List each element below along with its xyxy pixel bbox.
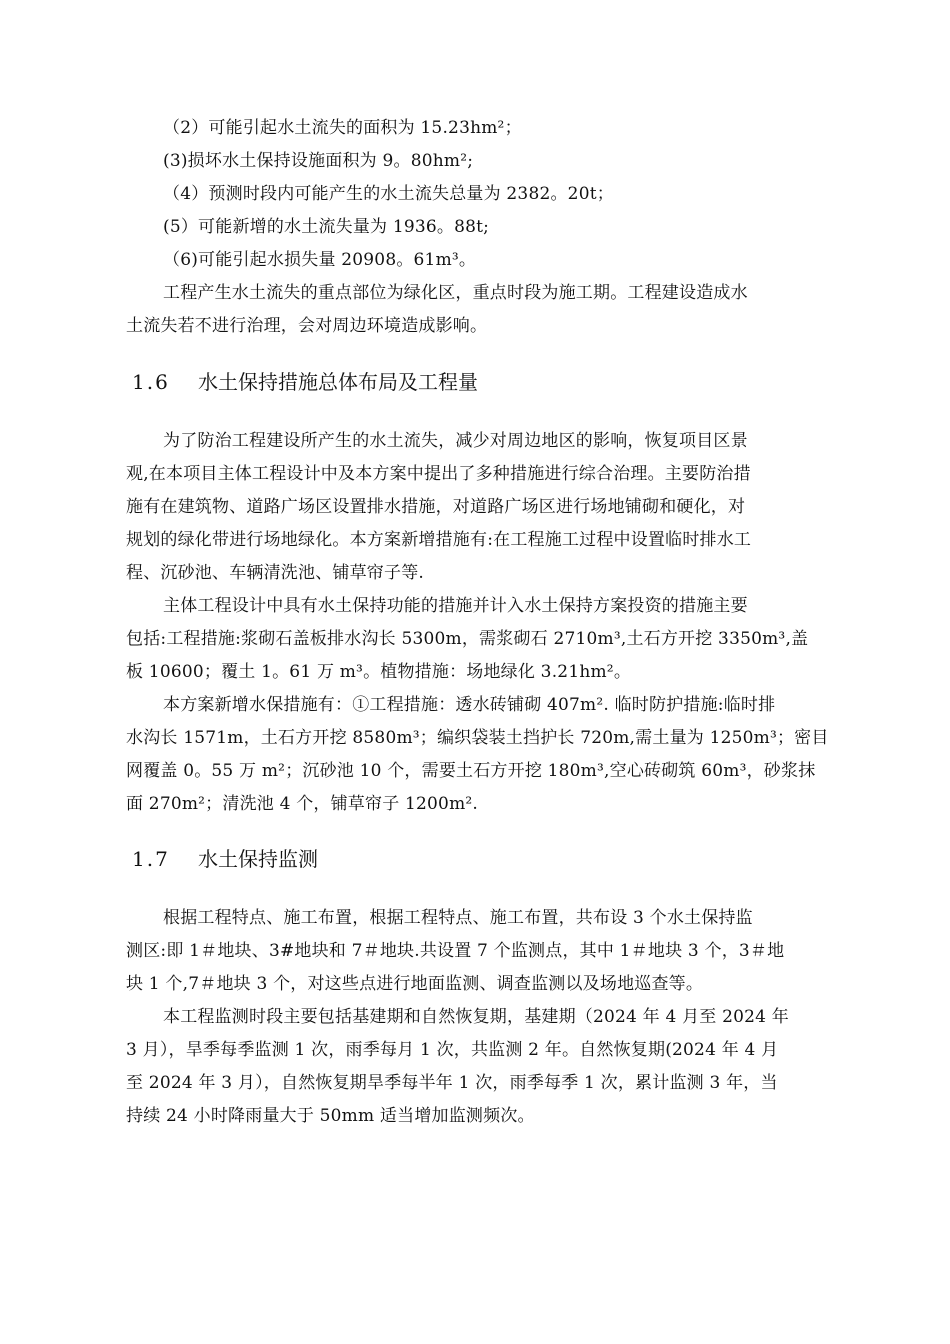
list-item-2: （2）可能引起水土流失的面积为 15.23hm²； <box>163 118 522 138</box>
section-title: 水土保持措施总体布局及工程量 <box>198 370 478 394</box>
paragraph-line: 网覆盖 0。55 万 m²；沉砂池 10 个，需要土石方开挖 180m³,空心砖砌筑 60m³，砂浆抹 <box>126 761 816 781</box>
section-number: 1.6 <box>132 370 170 394</box>
paragraph-line: 为了防治工程建设所产生的水土流失，减少对周边地区的影响，恢复项目区景 <box>163 431 748 451</box>
paragraph-line: 程、沉砂池、车辆清洗池、铺草帘子等. <box>126 563 425 583</box>
paragraph-line: 本工程监测时段主要包括基建期和自然恢复期，基建期（2024 年 4 月至 2024 年 <box>163 1007 789 1027</box>
section-heading-1-6 <box>132 369 478 395</box>
list-item-4: （4）预测时段内可能产生的水土流失总量为 2382。20t； <box>163 184 614 204</box>
paragraph-line: 根据工程特点、施工布置，根据工程特点、施工布置，共布设 3 个水土保持监 <box>163 908 753 928</box>
section-number: 1.7 <box>132 847 170 871</box>
paragraph-line: 测区:即 1＃地块、3#地块和 7＃地块.共设置 7 个监测点，其中 1＃地块 3 个，3＃地 <box>126 941 785 961</box>
paragraph-line: 施有在建筑物、道路广场区设置排水措施，对道路广场区进行场地铺砌和硬化，对 <box>126 497 746 517</box>
paragraph-line: 面 270m²；清洗池 4 个，铺草帘子 1200m². <box>126 794 479 814</box>
paragraph-line: 工程产生水土流失的重点部位为绿化区，重点时段为施工期。工程建设造成水 <box>163 283 748 303</box>
paragraph-line: 观,在本项目主体工程设计中及本方案中提出了多种措施进行综合治理。主要防治措 <box>126 464 751 484</box>
section-heading-1-7 <box>132 846 318 872</box>
paragraph-line: 土流失若不进行治理，会对周边环境造成影响。 <box>126 316 488 336</box>
section-title: 水土保持监测 <box>198 847 318 871</box>
paragraph-line: 规划的绿化带进行场地绿化。本方案新增措施有:在工程施工过程中设置临时排水工 <box>126 530 752 550</box>
list-item-6: （6)可能引起水损失量 20908。61m³。 <box>163 250 477 270</box>
list-item-3: (3)损坏水土保持设施面积为 9。80hm²; <box>163 151 474 171</box>
paragraph-line: 本方案新增水保措施有：①工程措施：透水砖铺砌 407m². 临时防护措施:临时排 <box>163 695 776 715</box>
paragraph-line: 水沟长 1571m，土石方开挖 8580m³；编织袋装土挡护长 720m,需土量为 1250m³；密目 <box>126 728 829 748</box>
paragraph-line: 至 2024 年 3 月），自然恢复期旱季每半年 1 次，雨季每季 1 次，累计监测 3 年，当 <box>126 1073 778 1093</box>
paragraph-line: 块 1 个,7＃地块 3 个，对这些点进行地面监测、调查监测以及场地巡查等。 <box>126 974 704 994</box>
paragraph-line: 持续 24 小时降雨量大于 50mm 适当增加监测频次。 <box>126 1106 535 1126</box>
list-item-5: (5）可能新增的水土流失量为 1936。88t; <box>163 217 490 237</box>
paragraph-line: 3 月），旱季每季监测 1 次，雨季每月 1 次，共监测 2 年。自然恢复期(2024 年 4 月 <box>126 1040 779 1060</box>
paragraph-line: 板 10600；覆土 1。61 万 m³。植物措施：场地绿化 3.21hm²。 <box>126 662 632 682</box>
paragraph-line: 主体工程设计中具有水土保持功能的措施并计入水土保持方案投资的措施主要 <box>163 596 748 616</box>
paragraph-line: 包括:工程措施:浆砌石盖板排水沟长 5300m，需浆砌石 2710m³,土石方开挖 3350m³,盖 <box>126 629 809 649</box>
